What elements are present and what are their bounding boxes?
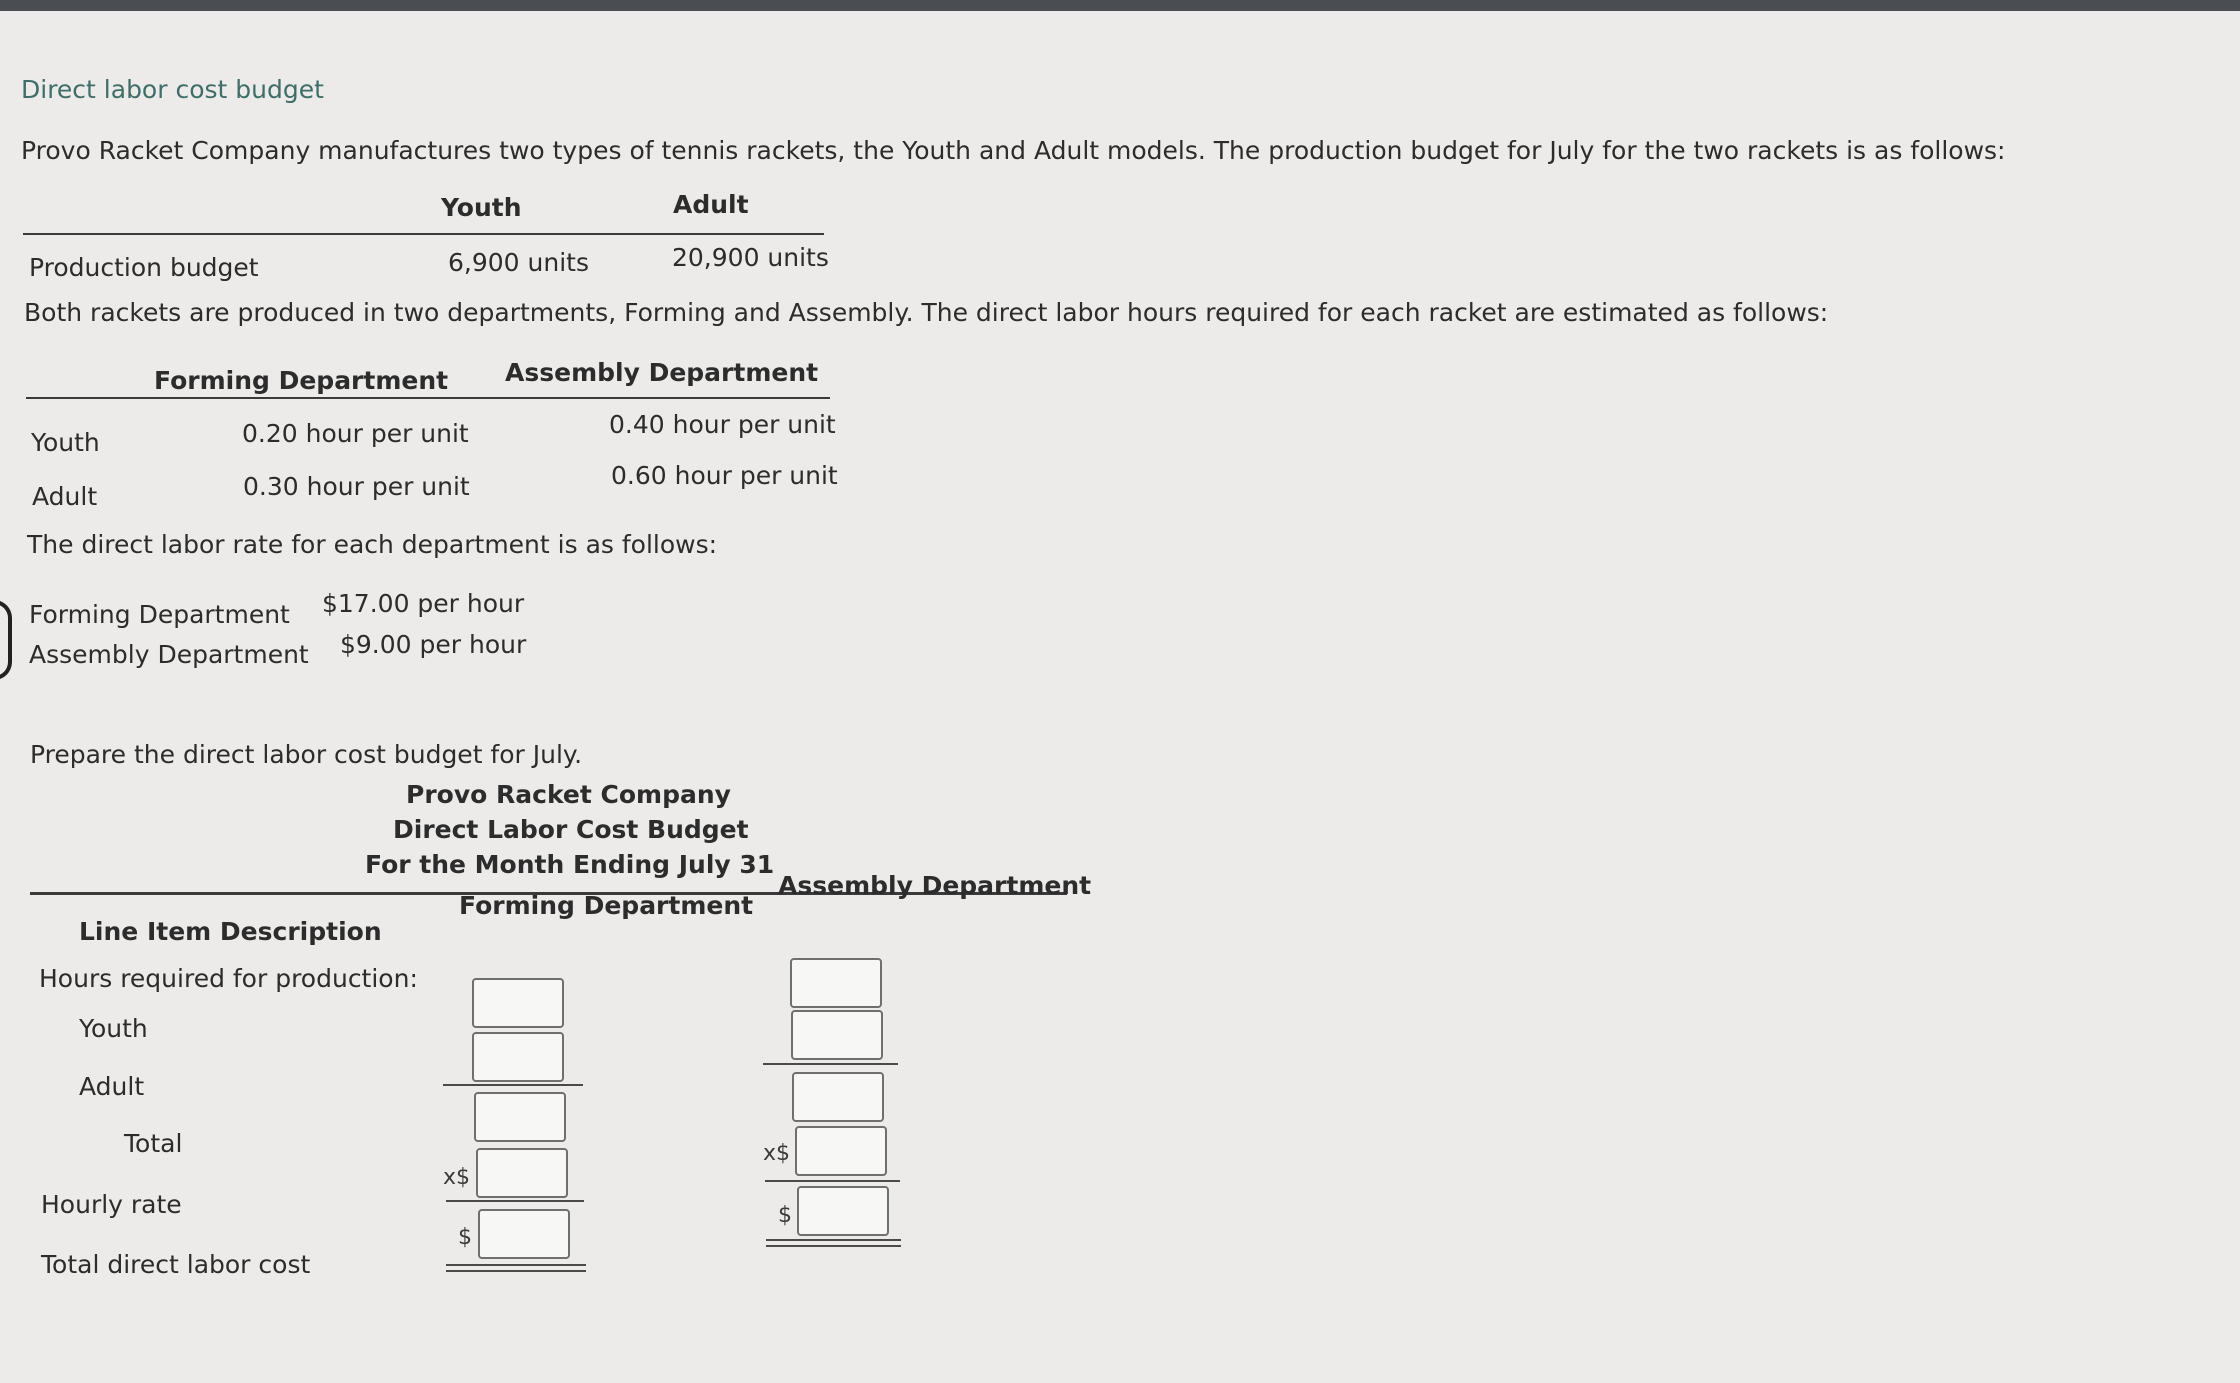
production-row-label: Production budget — [29, 253, 259, 282]
department-intro-text: Both rackets are produced in two departments, Forming and Assembly. The direct labor hours required for each racket are estimated as follows: — [24, 298, 1829, 327]
hours-header-rule — [26, 397, 830, 399]
rate-assembly-label: Assembly Department — [29, 640, 309, 669]
hours-row-adult-label: Adult — [32, 482, 98, 511]
forming-double-rule-bottom — [446, 1270, 586, 1272]
page-title: Direct labor cost budget — [21, 75, 324, 104]
hours-row-youth-label: Youth — [31, 428, 100, 457]
instruction-text: Prepare the direct labor cost budget for July. — [30, 740, 583, 769]
forming-dollar-sign: $ — [458, 1225, 472, 1250]
production-youth-value: 6,900 units — [448, 248, 589, 277]
rate-forming-label: Forming Department — [29, 600, 290, 629]
hours-row-adult-assembly: 0.60 hour per unit — [611, 461, 838, 490]
production-header-youth: Youth — [441, 193, 522, 222]
forming-adult-hours-input[interactable] — [472, 1032, 564, 1082]
forming-hourly-rate-input[interactable] — [476, 1148, 568, 1198]
forming-rate-rule — [446, 1200, 584, 1202]
forming-subtotal-rule — [443, 1084, 583, 1086]
assembly-dollar-sign: $ — [778, 1203, 792, 1228]
intro-text: Provo Racket Company manufactures two types of tennis rackets, the Youth and Adult models. The production budget for July for the two rackets is as follows: — [21, 136, 2006, 165]
rate-forming-value: $17.00 per hour — [322, 589, 525, 618]
hours-header-forming: Forming Department — [154, 366, 449, 395]
forming-youth-hours-input[interactable] — [472, 978, 564, 1028]
budget-period: For the Month Ending July 31 — [365, 850, 775, 879]
budget-company-name: Provo Racket Company — [406, 780, 731, 809]
assembly-double-rule-bottom — [766, 1245, 901, 1247]
production-adult-value: 20,900 units — [672, 243, 829, 272]
budget-total-label: Total — [124, 1129, 183, 1158]
rate-intro-text: The direct labor rate for each department is as follows: — [27, 530, 718, 559]
assembly-total-hours-input[interactable] — [792, 1072, 884, 1122]
hours-row-youth-forming: 0.20 hour per unit — [242, 419, 469, 448]
top-bar — [0, 0, 2240, 11]
forming-double-rule-top — [446, 1264, 586, 1266]
assembly-rate-rule — [765, 1180, 900, 1182]
total-direct-labor-cost-label: Total direct labor cost — [41, 1250, 311, 1279]
hours-row-youth-assembly: 0.40 hour per unit — [609, 410, 836, 439]
rate-assembly-value: $9.00 per hour — [340, 630, 527, 659]
hourly-rate-label: Hourly rate — [41, 1190, 182, 1219]
column-header-description: Line Item Description — [79, 917, 382, 946]
production-header-rule — [23, 233, 824, 235]
assembly-double-rule-top — [766, 1239, 901, 1241]
budget-adult-label: Adult — [79, 1072, 145, 1101]
assembly-hourly-rate-input[interactable] — [795, 1126, 887, 1176]
forming-times-dollar-sign: x$ — [443, 1165, 471, 1190]
budget-youth-label: Youth — [79, 1014, 148, 1043]
hours-required-label: Hours required for production: — [39, 964, 418, 993]
assembly-youth-hours-input[interactable] — [790, 958, 882, 1008]
hours-row-adult-forming: 0.30 hour per unit — [243, 472, 470, 501]
assembly-total-cost-input[interactable] — [797, 1186, 889, 1236]
column-header-forming: Forming Department — [459, 891, 754, 920]
production-header-adult: Adult — [673, 190, 749, 219]
assembly-adult-hours-input[interactable] — [791, 1010, 883, 1060]
hours-header-assembly: Assembly Department — [505, 358, 819, 387]
assembly-times-dollar-sign: x$ — [763, 1141, 791, 1166]
assembly-subtotal-rule — [763, 1063, 898, 1065]
left-edge-bracket — [0, 600, 12, 680]
column-header-assembly: Assembly Department — [778, 871, 1092, 900]
budget-title: Direct Labor Cost Budget — [393, 815, 749, 844]
forming-total-cost-input[interactable] — [478, 1209, 570, 1259]
forming-total-hours-input[interactable] — [474, 1092, 566, 1142]
